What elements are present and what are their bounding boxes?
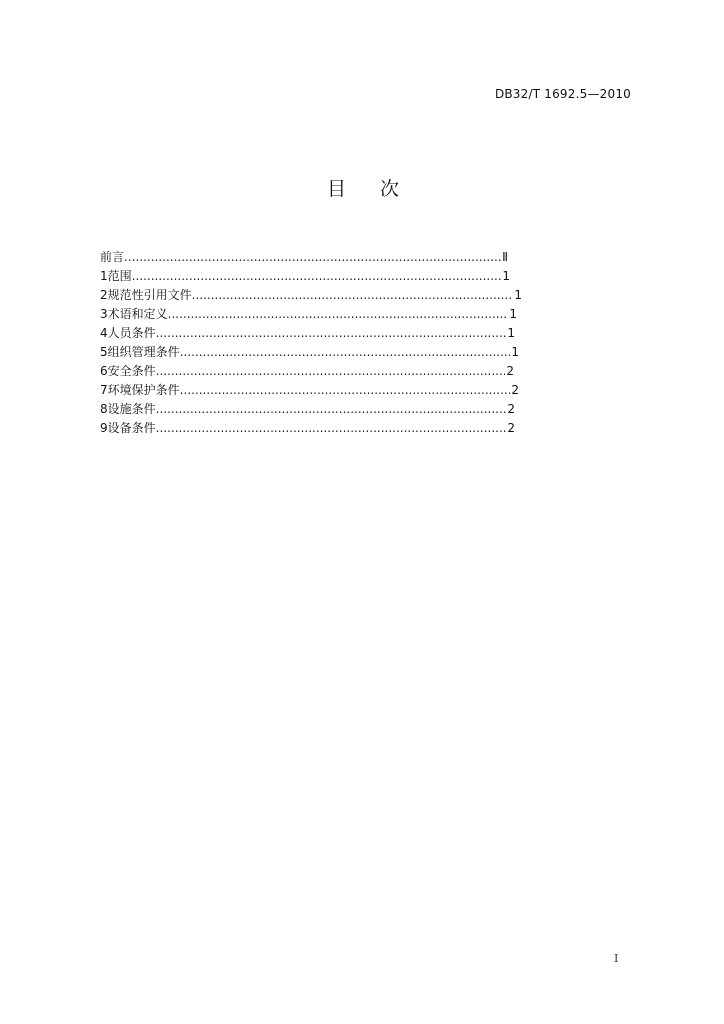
toc-entry-page: 2 — [507, 402, 515, 416]
toc-entry-page: 2 — [507, 421, 515, 435]
page-number: I — [614, 952, 619, 965]
toc-leader-dots — [156, 324, 507, 343]
document-code: DB32/T 1692.5—2010 — [494, 87, 631, 101]
toc-leader-dots — [156, 400, 507, 419]
toc-title: 目 次 — [326, 178, 414, 200]
toc-entry-label: 范围 — [107, 269, 132, 283]
toc-entry-number: 3 — [100, 307, 108, 321]
toc-entry-number: 1 — [100, 269, 108, 283]
toc-entry-foreword[interactable] — [100, 248, 508, 267]
toc-entry-page: 1 — [507, 326, 515, 340]
toc-entry-safety-conditions[interactable] — [100, 362, 514, 381]
toc-leader-dots — [156, 419, 507, 438]
toc-entry-label: 前言 — [100, 250, 125, 264]
toc-entry-number: 2 — [100, 288, 108, 302]
toc-entry-number: 4 — [100, 326, 108, 340]
toc-entry-number: 6 — [100, 364, 108, 378]
toc-leader-dots — [156, 362, 506, 381]
toc-entry-number: 5 — [100, 345, 108, 359]
table-of-contents — [100, 248, 522, 438]
toc-entry-number: 9 — [100, 421, 108, 435]
toc-leader-dots — [180, 381, 511, 400]
toc-entry-label: 设备条件 — [107, 421, 156, 435]
toc-leader-dots — [180, 343, 511, 362]
toc-entry-page: 1 — [511, 345, 519, 359]
toc-entry-label: 设施条件 — [107, 402, 156, 416]
toc-entry-label: 术语和定义 — [107, 307, 168, 321]
toc-entry-personnel-conditions[interactable] — [100, 324, 515, 343]
toc-entry-page: 1 — [502, 269, 510, 283]
toc-leader-dots — [124, 248, 501, 267]
toc-entry-label: 安全条件 — [107, 364, 156, 378]
toc-entry-number: 8 — [100, 402, 108, 416]
toc-entry-organization-management[interactable] — [100, 343, 519, 362]
toc-entry-scope[interactable] — [100, 267, 510, 286]
toc-entry-number: 7 — [100, 383, 108, 397]
toc-entry-page: 2 — [511, 383, 519, 397]
toc-entry-normative-references[interactable] — [100, 286, 522, 305]
toc-entry-equipment-conditions[interactable] — [100, 419, 515, 438]
toc-leader-dots — [168, 305, 509, 324]
toc-entry-label: 人员条件 — [107, 326, 156, 340]
toc-entry-facility-conditions[interactable] — [100, 400, 515, 419]
toc-entry-terms-definitions[interactable] — [100, 305, 517, 324]
toc-entry-environmental-protection[interactable] — [100, 381, 519, 400]
toc-entry-page: 2 — [506, 364, 514, 378]
toc-entry-page: Ⅱ — [502, 250, 508, 264]
toc-leader-dots — [192, 286, 514, 305]
toc-entry-label: 组织管理条件 — [107, 345, 180, 359]
toc-entry-page: 1 — [509, 307, 517, 321]
toc-leader-dots — [132, 267, 502, 286]
toc-entry-label: 环境保护条件 — [107, 383, 180, 397]
toc-entry-label: 规范性引用文件 — [107, 288, 192, 302]
toc-entry-page: 1 — [514, 288, 522, 302]
